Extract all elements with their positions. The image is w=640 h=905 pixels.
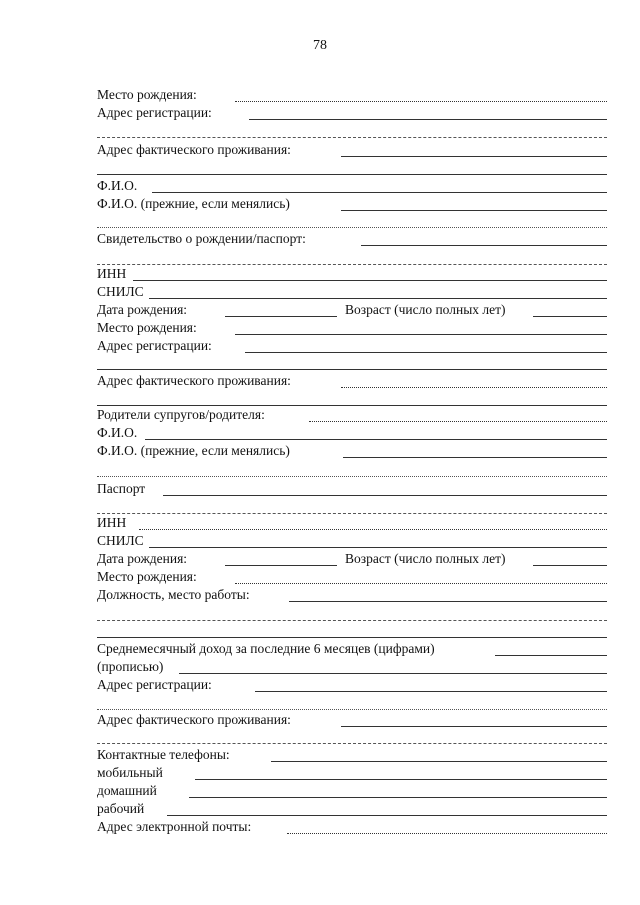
home-phone-field[interactable]	[189, 797, 607, 798]
actual-address-label: Адрес фактического проживания:	[97, 373, 291, 388]
passport-row	[97, 480, 607, 498]
position-label: Должность, место работы:	[97, 587, 250, 602]
separator	[97, 620, 607, 621]
fio-prev-field-2[interactable]	[343, 457, 607, 458]
age-label: Возраст (число полных лет)	[345, 302, 506, 317]
actual-address-label: Адрес фактического проживания:	[97, 712, 291, 727]
in-words-label: (прописью)	[97, 659, 164, 674]
reg-address-label: Адрес регистрации:	[97, 105, 212, 120]
position-field[interactable]	[289, 601, 607, 602]
fio-row-1	[97, 177, 607, 195]
separator	[97, 227, 607, 228]
income-row	[97, 640, 607, 658]
mobile-label: мобильный	[97, 765, 163, 780]
reg-address-row-2	[97, 337, 607, 355]
birth-cert-label: Свидетельство о рождении/паспорт:	[97, 231, 306, 246]
snils-label: СНИЛС	[97, 284, 144, 299]
work-label: рабочий	[97, 801, 145, 816]
fio-label: Ф.И.О.	[97, 425, 138, 440]
actual-address-field-1[interactable]	[341, 156, 607, 157]
birthplace-row-1	[97, 86, 607, 104]
actual-address-label: Адрес фактического проживания:	[97, 142, 291, 157]
snils-field-2[interactable]	[149, 547, 607, 548]
birthplace-row-3	[97, 568, 607, 586]
dob-field-1[interactable]	[225, 316, 337, 317]
dob-label: Дата рождения:	[97, 551, 188, 566]
position-row	[97, 586, 607, 604]
work-phone-field[interactable]	[167, 815, 607, 816]
birthplace-label: Место рождения:	[97, 320, 197, 335]
dob-field-2[interactable]	[225, 565, 337, 566]
inn-label: ИНН	[97, 515, 127, 530]
age-label: Возраст (число полных лет)	[345, 551, 506, 566]
phones-label: Контактные телефоны:	[97, 747, 230, 762]
actual-address-field-3[interactable]	[341, 726, 607, 727]
fio-row-2	[97, 424, 607, 442]
mobile-row	[97, 764, 607, 782]
snils-field-1[interactable]	[149, 298, 607, 299]
phones-row	[97, 746, 607, 764]
mobile-field[interactable]	[195, 779, 607, 780]
snils-row-2	[97, 532, 607, 550]
actual-address-row-3	[97, 711, 607, 729]
fio-prev-label: Ф.И.О. (прежние, если менялись)	[97, 196, 290, 211]
birthplace-row-2	[97, 319, 607, 337]
fio-label: Ф.И.О.	[97, 178, 138, 193]
home-phone-row	[97, 782, 607, 800]
passport-label: Паспорт	[97, 481, 146, 496]
inn-row-2	[97, 514, 607, 532]
snils-label: СНИЛС	[97, 533, 144, 548]
separator	[97, 369, 607, 370]
email-field[interactable]	[287, 833, 607, 834]
reg-address-field-3[interactable]	[255, 691, 607, 692]
separator	[97, 709, 607, 710]
income-label: Среднемесячный доход за последние 6 месяцев (цифрами)	[97, 641, 435, 656]
inn-field-2[interactable]	[139, 529, 607, 530]
phones-field[interactable]	[271, 761, 607, 762]
in-words-row	[97, 658, 607, 676]
actual-address-row-1	[97, 141, 607, 159]
actual-address-field-2[interactable]	[341, 387, 607, 388]
reg-address-field-2[interactable]	[245, 352, 607, 353]
separator	[97, 174, 607, 175]
inn-label: ИНН	[97, 266, 127, 281]
email-row	[97, 818, 607, 836]
fio-prev-label: Ф.И.О. (прежние, если менялись)	[97, 443, 290, 458]
page-number: 78	[313, 38, 327, 53]
reg-address-label: Адрес регистрации:	[97, 677, 212, 692]
reg-address-row-3	[97, 676, 607, 694]
parents-field[interactable]	[309, 421, 607, 422]
inn-row-1	[97, 265, 607, 283]
dob-row-2	[97, 550, 607, 568]
birthplace-label: Место рождения:	[97, 569, 197, 584]
fio-field-1[interactable]	[152, 192, 607, 193]
reg-address-row-1	[97, 104, 607, 122]
separator	[97, 137, 607, 138]
home-label: домашний	[97, 783, 157, 798]
birthplace-field-3[interactable]	[235, 583, 607, 584]
in-words-field[interactable]	[179, 673, 607, 674]
separator	[97, 476, 607, 477]
fio-prev-field-1[interactable]	[341, 210, 607, 211]
fio-field-2[interactable]	[145, 439, 607, 440]
fio-prev-row-2	[97, 442, 607, 460]
parents-label: Родители супругов/родителя:	[97, 407, 265, 422]
separator	[97, 637, 607, 638]
age-field-1[interactable]	[533, 316, 607, 317]
snils-row-1	[97, 283, 607, 301]
inn-field-1[interactable]	[133, 280, 607, 281]
dob-label: Дата рождения:	[97, 302, 188, 317]
age-field-2[interactable]	[533, 565, 607, 566]
work-phone-row	[97, 800, 607, 818]
passport-field[interactable]	[163, 495, 607, 496]
birthplace-label: Место рождения:	[97, 87, 197, 102]
birthplace-field-1[interactable]	[235, 101, 607, 102]
birth-cert-field[interactable]	[361, 245, 607, 246]
email-label: Адрес электронной почты:	[97, 819, 252, 834]
separator	[97, 743, 607, 744]
fio-prev-row-1	[97, 195, 607, 213]
dob-row-1	[97, 301, 607, 319]
parents-row	[97, 406, 607, 424]
birth-cert-row	[97, 230, 607, 248]
reg-address-field-1[interactable]	[249, 119, 607, 120]
income-field[interactable]	[495, 655, 607, 656]
reg-address-label: Адрес регистрации:	[97, 338, 212, 353]
birthplace-field-2[interactable]	[235, 334, 607, 335]
actual-address-row-2	[97, 372, 607, 390]
